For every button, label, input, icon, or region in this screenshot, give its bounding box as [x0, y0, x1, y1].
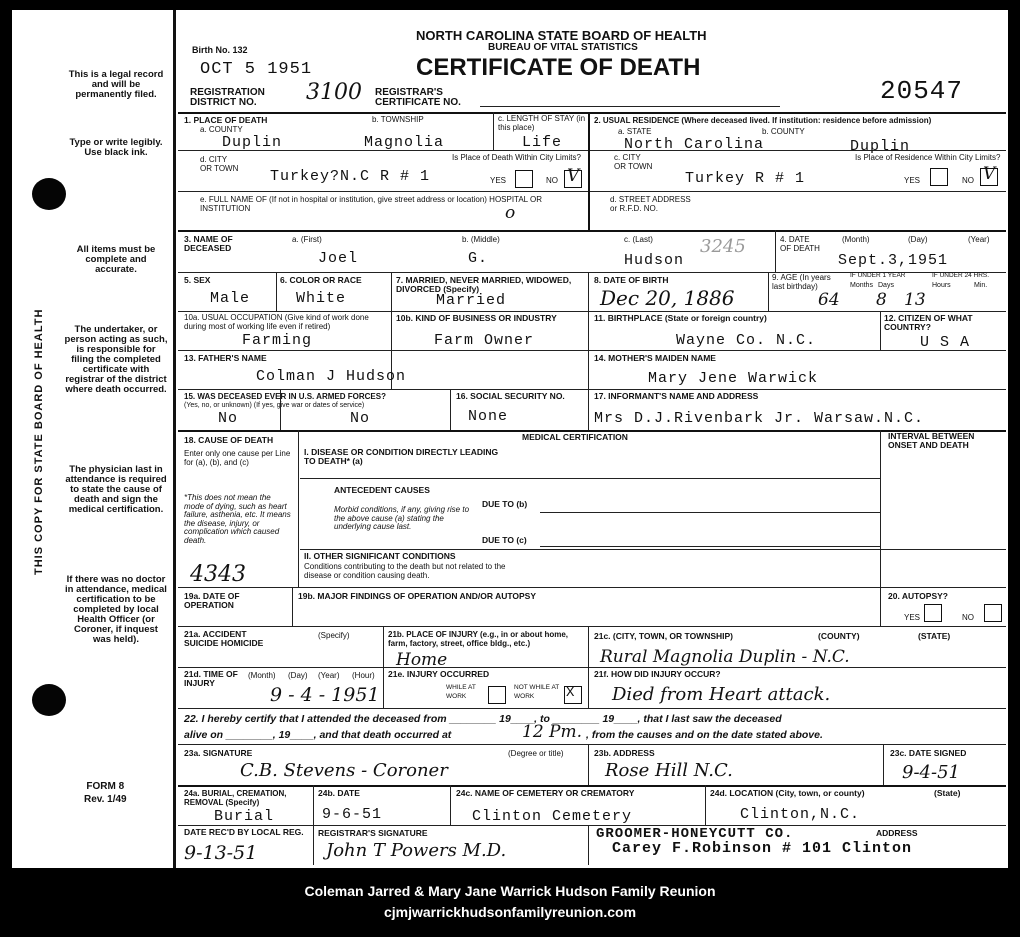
rule	[178, 667, 1006, 668]
residence-county: Duplin	[850, 138, 911, 155]
injury-time-label: 21d. TIME OF INJURY	[184, 669, 238, 688]
ssn-label: 16. SOCIAL SECURITY NO.	[456, 391, 565, 401]
address-label: 23b. ADDRESS	[594, 748, 655, 758]
death-township: Magnolia	[364, 134, 445, 151]
first-label: a. (First)	[292, 235, 322, 244]
no-label: NO	[546, 176, 558, 185]
divider	[450, 389, 451, 430]
injury-occurred-label: 21e. INJURY OCCURRED	[388, 669, 490, 679]
how-injury: Died from Heart attack.	[612, 684, 831, 705]
min-label: Min.	[974, 282, 988, 289]
funeral-director: Carey F.Robinson # 101 Clinton	[612, 840, 913, 857]
yes-checkbox[interactable]	[515, 170, 533, 188]
divider	[705, 785, 706, 825]
injury-county-label: (COUNTY)	[818, 631, 860, 641]
degree-label: (Degree or title)	[508, 749, 564, 758]
divider	[298, 430, 299, 587]
under24-label: IF UNDER 24 HRS.	[932, 272, 990, 279]
divider	[450, 785, 451, 825]
business-label: 10b. KIND OF BUSINESS OR INDUSTRY	[396, 313, 557, 323]
citizenship: U S A	[920, 334, 971, 351]
yes-label: YES	[490, 176, 507, 185]
not-while-mark: X	[566, 685, 576, 701]
under1-label: IF UNDER 1 YEAR	[850, 272, 906, 279]
rule	[178, 626, 1006, 627]
divider	[588, 626, 589, 708]
cause-label: 18. CAUSE OF DEATH	[184, 435, 274, 445]
due-to-b-label: DUE TO (b)	[482, 499, 528, 509]
autopsy-no-checkbox[interactable]	[984, 604, 1002, 622]
cemetery-label: 24c. NAME OF CEMETERY OR CREMATORY	[456, 788, 635, 798]
rule	[300, 549, 1006, 550]
citizen-label: 12. CITIZEN OF WHAT COUNTRY?	[884, 313, 973, 332]
date-signed: 9-4-51	[902, 762, 960, 783]
length-of-stay: Life	[522, 134, 563, 151]
usual-residence-label: 2. USUAL RESIDENCE (Where deceased lived. If institution: residence before admission)	[594, 116, 932, 125]
divider	[883, 744, 884, 785]
divider	[383, 626, 384, 708]
autopsy-yes-label: YES	[904, 613, 921, 622]
sex-label: 5. SEX	[184, 275, 211, 285]
note-no-doctor: If there was no doctor in attendance, medical certification to be completed by local Health Officer (or Coroner, if inquest was held).	[65, 574, 167, 645]
autopsy-yes-checkbox[interactable]	[924, 604, 942, 622]
funeral-address-label: ADDRESS	[876, 828, 918, 838]
mother-label: 14. MOTHER'S MAIDEN NAME	[594, 353, 716, 363]
certificate-number: 20547	[880, 76, 964, 106]
date-of-death-label: 4. DATE OF DEATH	[780, 235, 820, 253]
note-type-legibly: Type or write legibly. Use black ink.	[69, 137, 163, 158]
months-label: Months	[850, 282, 873, 289]
footer-title: Coleman Jarred & Mary Jane Warrick Hudson Family Reunion	[304, 883, 716, 899]
hospital-name: o	[505, 203, 516, 223]
note-physician: The physician last in attendance is required to state the cause of death and sign the medical certification.	[65, 464, 167, 515]
res-county-label: b. COUNTY	[762, 127, 805, 136]
birthplace-label: 11. BIRTHPLACE (State or foreign country)	[594, 313, 767, 323]
death-city: Turkey?N.C R # 1	[270, 168, 431, 185]
registrar-signature-label: REGISTRAR'S SIGNATURE	[318, 828, 428, 838]
while-at-work-label: WHILE AT WORK	[446, 684, 476, 700]
armed-forces-2: No	[350, 410, 371, 427]
street-label: d. STREET ADDRESS or R.F.D. NO.	[610, 195, 691, 213]
injury-hour-label: (Hour)	[352, 671, 375, 680]
rule	[178, 389, 1006, 390]
operation-findings-label: 19b. MAJOR FINDINGS OF OPERATION AND/OR AUTOPSY	[298, 591, 537, 601]
other-conditions-sub: Conditions contributing to the death but not related to the disease or condition causing death.	[304, 562, 506, 580]
bureau-name: BUREAU OF VITAL STATISTICS	[488, 42, 638, 53]
township-label: b. TOWNSHIP	[372, 115, 424, 124]
father-label: 13. FATHER'S NAME	[184, 353, 267, 363]
punch-hole	[32, 178, 66, 210]
signer-address: Rose Hill N.C.	[605, 760, 733, 781]
form-number	[84, 780, 127, 806]
injury-state-label: (STATE)	[918, 631, 951, 641]
birthplace: Wayne Co. N.C.	[676, 332, 817, 349]
reg-district-label: REGISTRATION DISTRICT NO.	[190, 87, 265, 108]
medical-certification: MEDICAL CERTIFICATION	[522, 432, 628, 442]
date-stamp: OCT 5 1951	[200, 60, 313, 79]
vertical-copy-label: THIS COPY FOR STATE BOARD OF HEALTH	[33, 308, 45, 575]
age-days: 13	[904, 290, 926, 310]
location-state-label: (State)	[934, 788, 961, 798]
res-no-label: NO	[962, 176, 974, 185]
rule	[178, 587, 1006, 588]
rule	[178, 350, 1006, 351]
informant-label: 17. INFORMANT'S NAME AND ADDRESS	[594, 391, 759, 401]
date-of-death: Sept.3,1951	[838, 252, 949, 269]
armed-forces-1: No	[218, 410, 239, 427]
divider	[588, 112, 590, 230]
divider	[880, 311, 881, 350]
days-label: Days	[878, 282, 894, 289]
due-to-c-label: DUE TO (c)	[482, 535, 527, 545]
note-legal-record: This is a legal record and will be permanently filed.	[68, 69, 164, 100]
morbid-label: Morbid conditions, if any, giving rise to the above cause (a) stating the underlying cause last.	[334, 505, 470, 531]
age-label: 9. AGE (In years last birthday)	[772, 273, 831, 291]
burial-label: 24a. BURIAL, CREMATION, REMOVAL (Specify)	[184, 789, 287, 807]
first-name: Joel	[318, 250, 359, 267]
informant: Mrs D.J.Rivenbark Jr. Warsaw.N.C.	[594, 410, 925, 427]
place-of-death-label: 1. PLACE OF DEATH	[184, 115, 268, 125]
mother-name: Mary Jene Warwick	[648, 370, 819, 387]
operation-date-label: 19a. DATE OF OPERATION	[184, 591, 240, 610]
location-label: 24d. LOCATION (City, town, or county)	[710, 788, 865, 798]
middle-name: G.	[468, 250, 489, 267]
rule	[300, 478, 880, 479]
no-check-mark: V	[567, 166, 580, 186]
year-label: (Year)	[968, 235, 990, 244]
injury-place: Home	[396, 650, 448, 670]
accident-specify: (Specify)	[318, 631, 350, 640]
business: Farm Owner	[434, 332, 535, 349]
not-while-label: NOT WHILE AT WORK	[514, 684, 560, 700]
reg-district-no: 3100	[306, 80, 362, 105]
injury-month-label: (Month)	[248, 671, 276, 680]
divider	[313, 785, 314, 865]
burial-location: Clinton,N.C.	[740, 806, 861, 823]
rule	[178, 785, 1006, 787]
form-revision: Rev. 1/49	[84, 794, 127, 805]
race-label: 6. COLOR OR RACE	[280, 275, 362, 285]
rule	[178, 311, 1006, 312]
punch-hole	[32, 684, 66, 716]
armed-forces-sub: (Yes, no, or unknown) (If yes, give war or dates of service)	[184, 402, 365, 409]
antecedent-label: ANTECEDENT CAUSES	[334, 485, 430, 495]
reg-cert-label: REGISTRAR'S CERTIFICATE NO.	[375, 87, 461, 108]
res-no-check-mark: V	[983, 164, 996, 184]
cause-note: *This does not mean the mode of dying, such as heart failure, asthenia, etc. It means the disease, injury, or complication which caused death.	[184, 493, 291, 545]
divider	[768, 272, 769, 311]
injury-location: Rural Magnolia Duplin - N.C.	[600, 647, 850, 667]
occupation-label: 10a. USUAL OCCUPATION (Give kind of work done during most of working life even if retired)	[184, 313, 369, 331]
burial-date: 9-6-51	[322, 806, 383, 823]
res-yes-checkbox[interactable]	[930, 168, 948, 186]
dob-label: 8. DATE OF BIRTH	[594, 275, 669, 285]
footer-url[interactable]: cjmjwarrickhudsonfamilyreunion.com	[383, 904, 637, 920]
divider	[493, 112, 494, 150]
month-label: (Month)	[842, 235, 870, 244]
rule	[540, 512, 880, 513]
residence-city: Turkey R # 1	[685, 170, 806, 187]
residence-state: North Carolina	[624, 136, 765, 153]
while-at-work-checkbox[interactable]	[488, 686, 506, 704]
funeral-home-stamp: GROOMER-HONEYCUTT CO.	[596, 826, 794, 842]
age-years: 64	[818, 290, 840, 310]
burial: Burial	[214, 808, 275, 825]
board-name: NORTH CAROLINA STATE BOARD OF HEALTH	[416, 28, 707, 43]
city-label: d. CITY OR TOWN	[200, 155, 239, 173]
armed-forces-label: 15. WAS DECEASED EVER IN U.S. ARMED FORCES?	[184, 392, 386, 401]
limits-label: Is Place of Death Within City Limits?	[452, 153, 581, 162]
date-signed-label: 23c. DATE SIGNED	[890, 748, 967, 758]
marital-status: Married	[436, 292, 507, 309]
form-label: FORM 8	[86, 781, 125, 792]
day-label: (Day)	[908, 235, 928, 244]
cause-enter: Enter only one cause per Line for (a), (b), and (c)	[184, 449, 291, 467]
divider	[588, 744, 589, 785]
rule	[178, 825, 1006, 826]
res-limits-label: Is Place of Residence Within City Limits?	[855, 153, 1001, 162]
divider	[588, 272, 589, 430]
how-injury-label: 21f. HOW DID INJURY OCCUR?	[594, 669, 721, 679]
autopsy-no-label: NO	[962, 613, 974, 622]
last-name: Hudson	[624, 252, 685, 269]
father-name: Colman J Hudson	[256, 368, 407, 385]
certify-line-2: alive on ________, 19____, and that death occurred at	[184, 729, 452, 741]
note-all-items: All items must be complete and accurate.	[76, 244, 156, 275]
burial-date-label: 24b. DATE	[318, 788, 360, 798]
injury-day-label: (Day)	[288, 671, 308, 680]
registrar-signature: John T Powers M.D.	[326, 840, 507, 861]
cert-no-underline	[480, 106, 780, 107]
sex: Male	[210, 290, 251, 307]
race: White	[296, 290, 347, 307]
rule	[178, 744, 1006, 745]
age-months: 8	[876, 290, 887, 310]
occupation: Farming	[242, 332, 313, 349]
autopsy-label: 20. AUTOPSY?	[888, 591, 948, 601]
divider	[276, 272, 277, 311]
rule	[178, 230, 1006, 232]
certify-line-1: 22. I hereby certify that I attended the deceased from ________ 19____, to ________ 19____, that I last saw the deceased	[184, 713, 782, 725]
injury-city-label: 21c. (CITY, TOWN, OR TOWNSHIP)	[594, 631, 734, 641]
document-title: CERTIFICATE OF DEATH	[416, 54, 701, 81]
death-county: Duplin	[222, 134, 283, 151]
stay-label: c. LENGTH OF STAY (in this place)	[498, 114, 586, 132]
signature: C.B. Stevens - Coroner	[240, 760, 448, 781]
injury-time: 9 - 4 - 1951	[270, 684, 380, 706]
middle-label: b. (Middle)	[462, 235, 500, 244]
interval-label: INTERVAL BETWEEN ONSET AND DEATH	[888, 431, 975, 450]
marital-label: 7. MARRIED, NEVER MARRIED, WIDOWED, DIVORCED (Specify)	[396, 275, 572, 294]
cause-code: 4343	[190, 562, 246, 587]
date-received-label: DATE REC'D BY LOCAL REG.	[184, 827, 304, 837]
other-conditions-label: II. OTHER SIGNIFICANT CONDITIONS	[304, 551, 456, 561]
state-label: a. STATE	[618, 127, 652, 136]
rule	[178, 191, 1006, 192]
name-label: 3. NAME OF DECEASED	[184, 234, 233, 253]
accident-label: 21a. ACCIDENT SUICIDE HOMICIDE	[184, 629, 264, 648]
hours-label: Hours	[932, 282, 951, 289]
rule	[178, 708, 1006, 709]
ssn: None	[468, 408, 509, 425]
divider	[880, 430, 881, 626]
margin-note: 3245	[700, 236, 746, 257]
birth-no: Birth No. 132	[192, 45, 248, 55]
rule	[178, 112, 1006, 114]
injury-year-label: (Year)	[318, 671, 340, 680]
certify-line-2b: , from the causes and on the date stated above.	[586, 729, 823, 741]
death-hour: 12 Pm.	[522, 722, 582, 742]
res-yes-label: YES	[904, 176, 921, 185]
date-received: 9-13-51	[184, 842, 258, 864]
res-city-label: c. CITY OR TOWN	[614, 153, 653, 171]
last-label: c. (Last)	[624, 235, 653, 244]
injury-place-label: 21b. PLACE OF INJURY (e.g., in or about home, farm, factory, street, office bldg., etc.)	[388, 630, 569, 648]
county-label: a. COUNTY	[200, 125, 243, 134]
signature-label: 23a. SIGNATURE	[184, 748, 253, 758]
divider	[588, 825, 589, 865]
note-undertaker: The undertaker, or person acting as such, is responsible for filing the completed certificate with registrar of the district where death occurred.	[64, 324, 168, 395]
date-of-birth: Dec 20, 1886	[600, 286, 735, 310]
cemetery: Clinton Cemetery	[472, 808, 633, 825]
hospital-label: e. FULL NAME OF (If not in hospital or institution, give street address or location) HOSPITAL OR INSTITUTION	[200, 195, 543, 213]
rule	[540, 546, 880, 547]
disease-label: I. DISEASE OR CONDITION DIRECTLY LEADING TO DEATH* (a)	[304, 447, 499, 466]
divider	[292, 587, 293, 626]
divider	[775, 230, 776, 272]
